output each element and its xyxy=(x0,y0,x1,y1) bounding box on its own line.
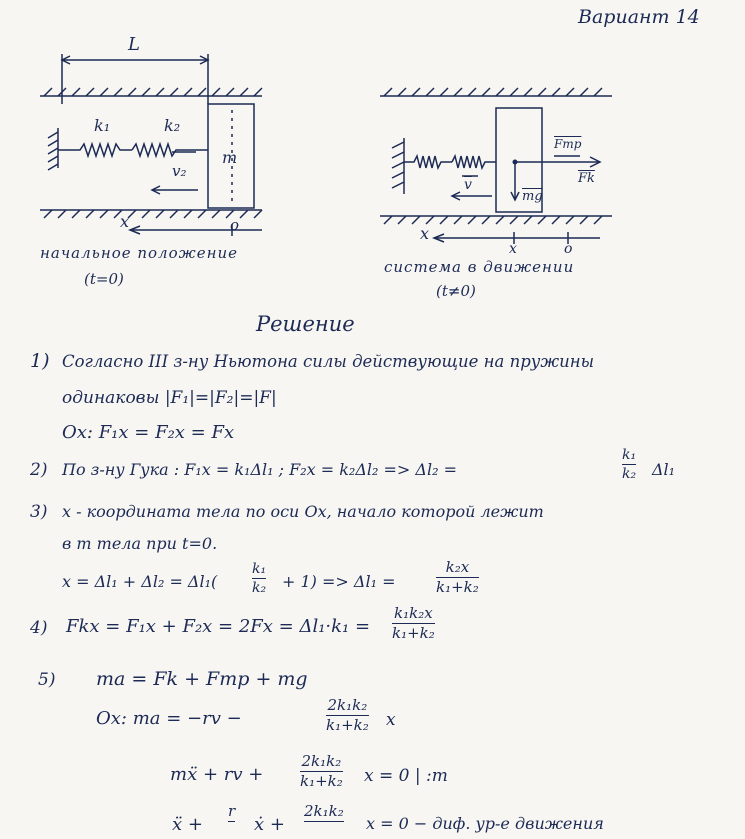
velocity-label: v₂ xyxy=(172,162,187,180)
spring-force-label: $\overline{Fk}$ xyxy=(578,171,595,186)
top-wall-right-hatching xyxy=(384,88,602,96)
caption-initial: начальное положение xyxy=(40,244,238,262)
step-2-fraction xyxy=(622,448,636,481)
step-5-equation: ma = Fk + Fтр + mg xyxy=(96,668,308,690)
step-5-line-4-mid: ẋ + xyxy=(254,814,285,835)
step-5-number: 5) xyxy=(38,670,56,690)
step-4-number: 4) xyxy=(30,618,48,638)
step-3-text: x - координата тела по оси Ox, начало которой лежит xyxy=(62,502,544,521)
step-3-equation: x = Δl₁ + Δl₂ = Δl₁( xyxy=(62,572,218,591)
left-wall-hatching xyxy=(48,132,58,170)
step-4-fraction-num: k₁k₂x xyxy=(394,604,433,622)
step-3-fraction-2-num: k₂x xyxy=(445,558,470,576)
figure-right-motion xyxy=(380,88,612,244)
step-5-line-4-fraction-r-num: r xyxy=(228,802,236,820)
spring-right-2 xyxy=(452,156,496,168)
left-wall-right-hatching xyxy=(392,142,404,188)
floor-right-hatching xyxy=(384,216,602,224)
step-2-fraction-den: k₂ xyxy=(622,466,637,482)
step-5-line-3-tail: x = 0 | :m xyxy=(364,766,448,786)
step-1-text: Согласно III з-ну Ньютона силы действующие на пружины xyxy=(62,352,595,371)
step-1-text-2: одинаковы |F₁|=|F₂|=|F| xyxy=(62,388,277,408)
step-3-equation-tail: + 1) => Δl₁ = xyxy=(282,572,396,591)
solution-title: Решение xyxy=(256,312,355,336)
gravity-label: $\overline{mg}$ xyxy=(522,189,543,204)
step-5-line-4-fraction-num: 2k₁k₂ xyxy=(304,802,344,820)
step-5-fraction xyxy=(326,698,369,733)
x-axis-label: x xyxy=(120,212,130,231)
step-2-fraction-num: k₁ xyxy=(622,447,637,463)
step-3-fraction-num: k₁ xyxy=(252,561,267,577)
step-5-line-3-fraction xyxy=(300,754,343,789)
step-2-tail: Δl₁ xyxy=(652,460,676,479)
caption-motion-time: (t≠0) xyxy=(436,282,476,300)
step-5-line-4-fraction xyxy=(304,804,344,824)
step-3-fraction-den: k₂ xyxy=(252,580,267,596)
step-4-fraction xyxy=(392,606,435,641)
step-3-number: 3) xyxy=(30,502,48,522)
step-1-projection: Ox: F₁x = F₂x = Fx xyxy=(62,422,235,443)
caption-motion: система в движении xyxy=(384,258,575,276)
step-5-line-3: mẍ + rv + xyxy=(170,764,264,785)
step-3-fraction xyxy=(252,562,266,595)
step-2-number: 2) xyxy=(30,460,48,480)
step-5-line-4-fraction-r xyxy=(228,804,235,825)
spring-k2-label: k₂ xyxy=(164,116,181,135)
step-5-line-4: ẍ + xyxy=(172,814,203,835)
step-5-fraction-den: k₁+k₂ xyxy=(326,716,369,734)
spring-k1 xyxy=(58,144,132,156)
center-of-mass-dot xyxy=(513,160,518,165)
top-wall-hatching xyxy=(44,88,262,96)
step-2-text: По з-ну Гука : F₁x = k₁Δl₁ ; F₂x = k₂Δl₂ => Δl₂ = xyxy=(62,460,457,479)
step-1-number: 1) xyxy=(30,350,50,372)
step-4-fraction-den: k₁+k₂ xyxy=(392,624,435,642)
step-5-fraction-num: 2k₁k₂ xyxy=(327,696,368,714)
spring-k2 xyxy=(132,144,208,156)
caption-initial-time: (t=0) xyxy=(84,270,124,288)
step-5-line-3-fraction-den: k₁+k₂ xyxy=(300,772,343,790)
spring-right-1 xyxy=(404,156,452,168)
x-position-mark: x xyxy=(509,241,517,257)
step-4-equation: Fkx = F₁x + F₂x = 2Fx = Δl₁·k₁ = xyxy=(66,616,371,637)
step-5-projection-tail: x xyxy=(386,710,396,730)
length-label: L xyxy=(128,34,140,55)
velocity-label-right: $\overline{v}$ xyxy=(464,177,472,193)
step-5-line-4-tail: x = 0 − диф. ур-е движения xyxy=(366,814,604,833)
origin-label: o xyxy=(230,216,240,234)
origin-label-right: o xyxy=(564,241,573,257)
figure-left-initial-position xyxy=(40,54,262,236)
step-5-line-3-fraction-num: 2k₁k₂ xyxy=(301,752,342,770)
friction-force-label: Fтр xyxy=(554,137,582,151)
variant-label: Вариант 14 xyxy=(578,6,700,28)
mass-label: m xyxy=(222,148,238,167)
step-3-text-2: в m тела при t=0. xyxy=(62,534,218,553)
spring-k1-label: k₁ xyxy=(94,116,111,135)
step-3-fraction-2 xyxy=(436,560,479,595)
step-5-projection: Ox: ma = −rv − xyxy=(96,708,242,729)
x-axis-label-right: x xyxy=(420,224,430,243)
step-3-fraction-2-den: k₁+k₂ xyxy=(436,578,479,596)
